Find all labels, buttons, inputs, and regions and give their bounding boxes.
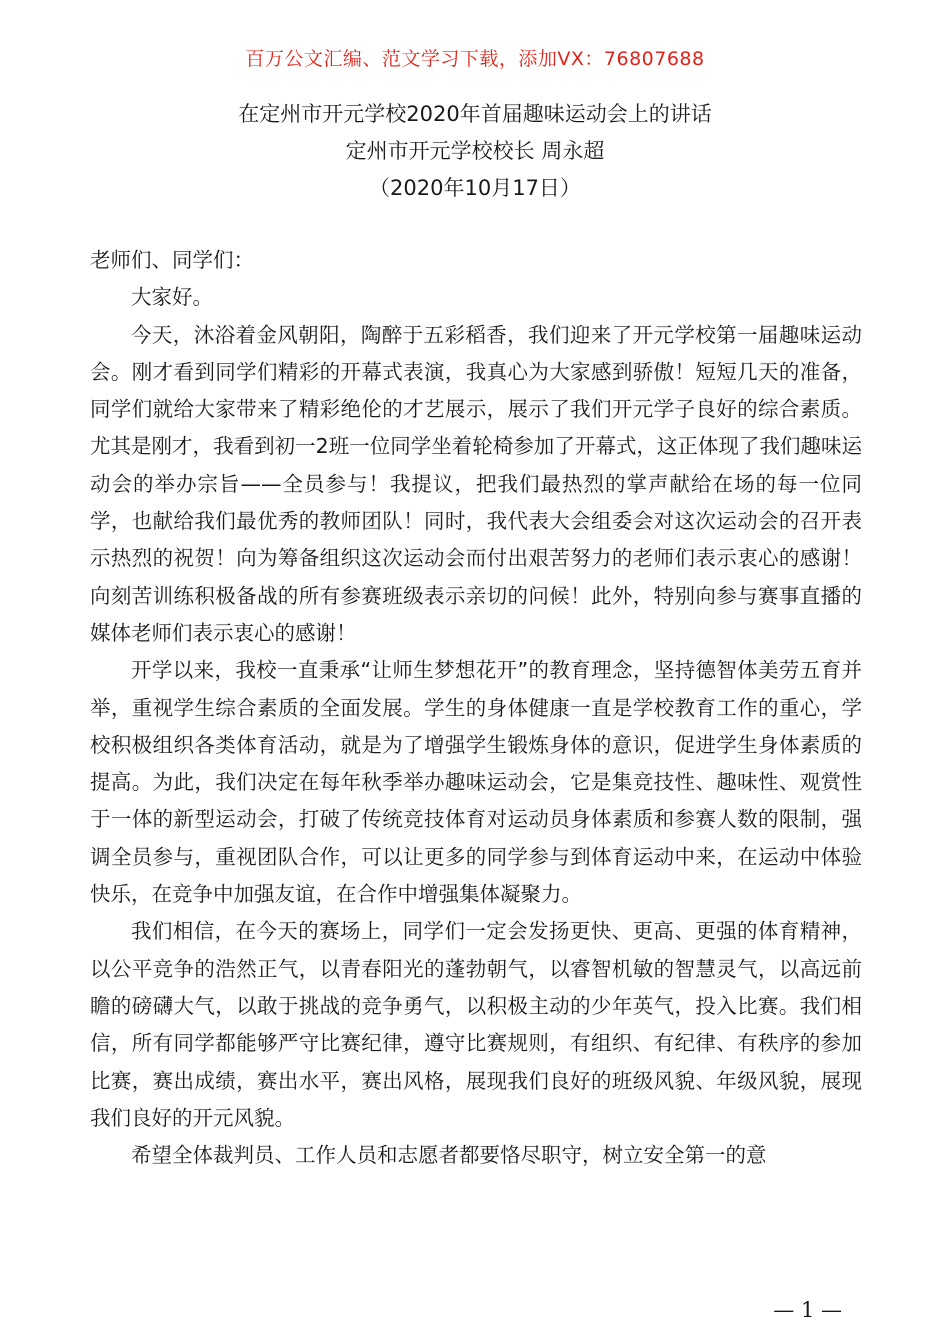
date-line: （2020年10月17日） (369, 176, 581, 200)
speech-body (90, 242, 862, 1174)
speaker-line: 定州市开元学校校长 周永超 (345, 139, 605, 163)
paragraph: 大家好。 (131, 285, 213, 310)
paragraph: 我们相信，在今天的赛场上，同学们一定会发扬更快、更高、更强的体育精神，以公平竞争的浩然正气，以青春阳光的蓬勃朝气，以睿智机敏的智慧灵气，以高远前瞻的磅礴大气，以敢于挑战的竞争勇气，以积极主动的少年英气，投入比赛。我们相信，所有同学都能够严守比赛纪律，遵守比赛规则，有组织、有纪律、有秩序的参加比赛，赛出成绩，赛出水平，赛出风格，展现我们良好的班级风貌、年级风貌，展现我们良好的开元风貌。 (90, 919, 862, 1130)
paragraph: 希望全体裁判员、工作人员和志愿者都要恪尽职守，树立安全第一的意 (131, 1143, 767, 1168)
page-number: — 1 — (773, 1298, 842, 1322)
paragraph: 今天，沐浴着金风朝阳，陶醉于五彩稻香，我们迎来了开元学校第一届趣味运动会。刚才看到同学们精彩的开幕式表演，我真心为大家感到骄傲！短短几天的准备，同学们就给大家带来了精彩绝伦的才艺展示，展示了我们开元学子良好的综合素质。尤其是刚才，我看到初一2班一位同学坐着轮椅参加了开幕式，这正体现了我们趣味运动会的举办宗旨——全员参与！我提议，把我们最热烈的掌声献给在场的每一位同学，也献给我们最优秀的教师团队！同时，我代表大会组委会对这次运动会的召开表示热烈的祝贺！向为筹备组织这次运动会而付出艰苦努力的老师们表示衷心的感谢！向刻苦训练积极备战的所有参赛班级表示亲切的问候！此外，特别向参与赛事直播的媒体老师们表示衷心的感谢！ (90, 322, 862, 645)
watermark-header: 百万公文汇编、范文学习下载，添加VX：76807688 (245, 48, 705, 70)
speech-title: 在定州市开元学校2020年首届趣味运动会上的讲话 (238, 102, 712, 126)
paragraph: 开学以来，我校一直秉承“让师生梦想花开”的教育理念，坚持德智体美劳五育并举，重视学生综合素质的全面发展。学生的身体健康一直是学校教育工作的重心，学校积极组织各类体育活动，就是为了增强学生锻炼身体的意识，促进学生身体素质的提高。为此，我们决定在每年秋季举办趣味运动会，它是集竞技性、趣味性、观赏性于一体的新型运动会，打破了传统竞技体育对运动员身体素质和参赛人数的限制，强调全员参与，重视团队合作，可以让更多的同学参与到体育运动中来，在运动中体验快乐，在竞争中加强友谊，在合作中增强集体凝聚力。 (90, 658, 862, 907)
salutation: 老师们、同学们： (90, 248, 254, 272)
title-block (0, 96, 950, 207)
